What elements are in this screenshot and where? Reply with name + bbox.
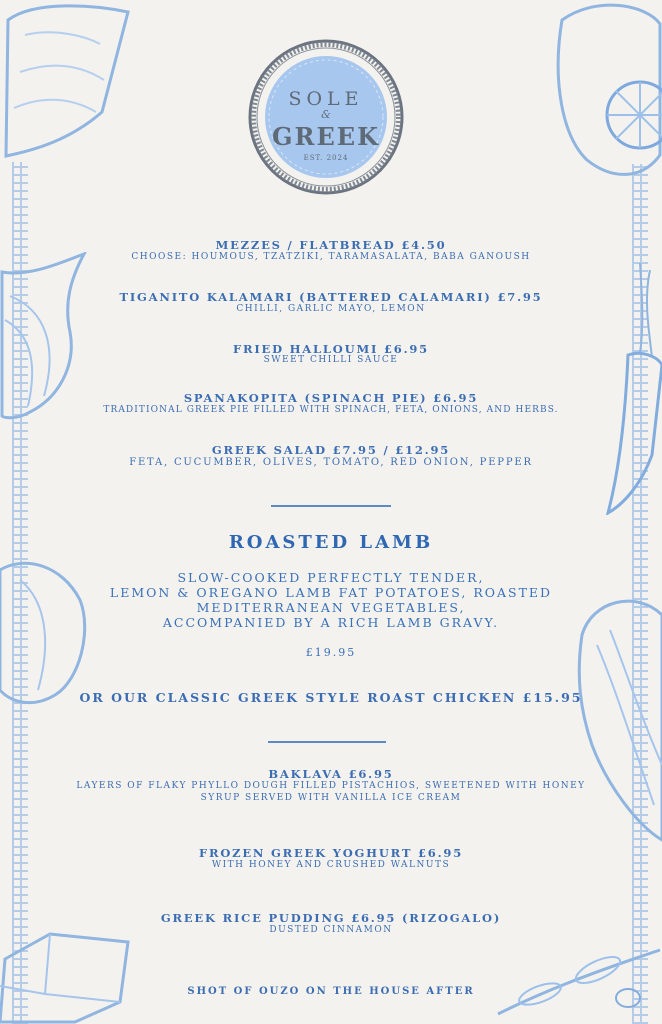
lemon-illustration: [552, 0, 662, 195]
menu-item-description: SWEET CHILLI SAUCE: [263, 355, 399, 365]
feature-price: £19.95: [305, 646, 357, 659]
dessert-description-line: SYRUP SERVED WITH VANILLA ICE CREAM: [200, 793, 462, 803]
menu-item-title: SPANAKOPITA (SPINACH PIE) £6.95: [183, 391, 479, 405]
menu-item-title: MEZZES / FLATBREAD £4.50: [215, 238, 447, 252]
dessert-description-line: LAYERS OF FLAKY PHYLLO DOUGH FILLED PISTACHIOS, SWEETENED WITH HONEY: [76, 781, 586, 791]
cheese-illustration: [0, 924, 130, 1024]
logo-ampersand: &: [321, 108, 331, 121]
dessert-description-line: DUSTED CINNAMON: [269, 925, 393, 935]
menu-item-title: GREEK SALAD £7.95 / £12.95: [211, 443, 451, 457]
section-divider: [271, 505, 391, 507]
tomato-illustration: [0, 0, 140, 175]
feature-dish-title: ROASTED LAMB: [228, 532, 434, 553]
feature-description-line: LEMON & OREGANO LAMB FAT POTATOES, ROASTED: [109, 585, 553, 600]
menu-item-title: TIGANITO KALAMARI (BATTERED CALAMARI) £7.95: [119, 290, 543, 304]
restaurant-logo: [238, 38, 414, 196]
dessert-title: FROZEN GREEK YOGHURT £6.95: [199, 846, 463, 860]
dessert-title: GREEK RICE PUDDING £6.95 (RIZOGALO): [160, 911, 502, 925]
feature-description-line: SLOW-COOKED PERFECTLY TENDER,: [177, 570, 485, 585]
dessert-title: BAKLAVA £6.95: [268, 767, 394, 781]
olive-branch-illustration: [490, 922, 662, 1024]
feature-description-line: ACCOMPANIED BY A RICH LAMB GRAVY.: [162, 615, 500, 630]
menu-item-title: FRIED HALLOUMI £6.95: [233, 342, 429, 356]
section-divider: [268, 741, 386, 743]
dessert-description-line: WITH HONEY AND CRUSHED WALNUTS: [211, 860, 451, 870]
footer-note: SHOT OF OUZO ON THE HOUSE AFTER: [187, 986, 475, 997]
logo-established: EST. 2024: [303, 154, 349, 162]
carrot-illustration: [600, 255, 662, 515]
logo-word-greek: GREEK: [272, 122, 380, 151]
feature-alternative: OR OUR CLASSIC GREEK STYLE ROAST CHICKEN £15.95: [79, 690, 583, 705]
menu-item-description: CHOOSE: HOUMOUS, TZATZIKI, TARAMASALATA, BABA GANOUSH: [131, 252, 531, 262]
menu-item-description: TRADITIONAL GREEK PIE FILLED WITH SPINACH, FETA, ONIONS, AND HERBS.: [103, 405, 559, 415]
menu-item-description: CHILLI, GARLIC MAYO, LEMON: [236, 304, 426, 314]
feature-description-line: MEDITERRANEAN VEGETABLES,: [196, 600, 466, 615]
logo-word-sole: SOLE: [288, 88, 364, 110]
menu-item-description: FETA, CUCUMBER, OLIVES, TOMATO, RED ONION, PEPPER: [129, 457, 533, 468]
